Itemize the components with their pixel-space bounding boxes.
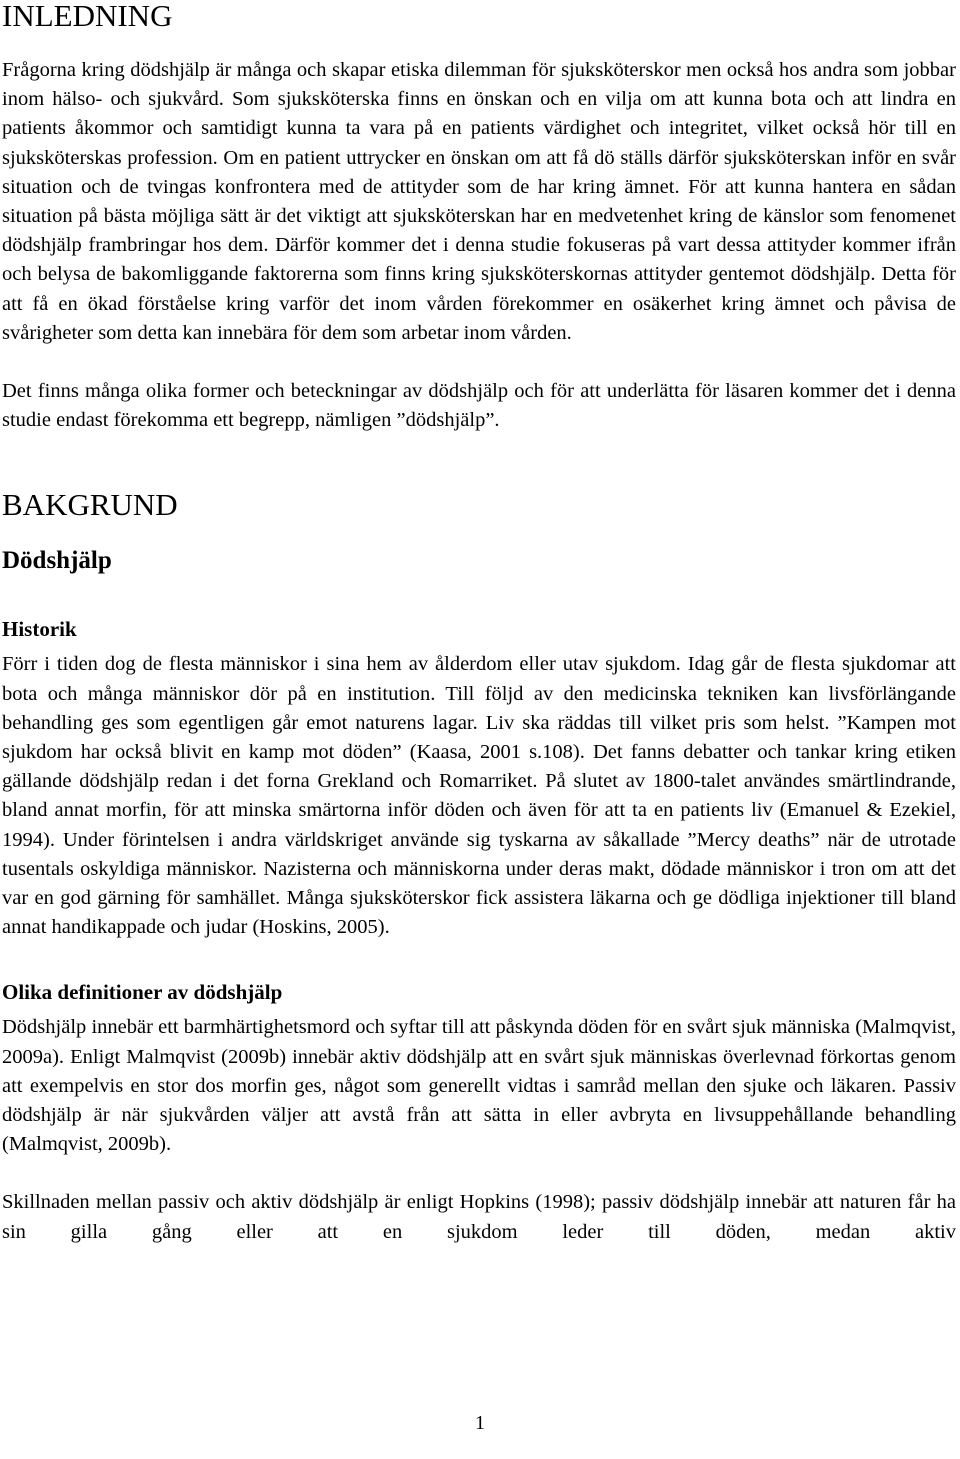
heading-historik: Historik bbox=[2, 617, 77, 642]
definitioner-paragraph-1: Dödshjälp innebär ett barmhärtighetsmord och syftar till att påskynda döden för en svårt sjuk människa (Malmqvist, 2009a). Enligt Malmqvist (2009b) innebär aktiv dödshjälp att en svårt sjuk människas överlevnad förkortas genom att exempelvis en stor dos morfin ges, något som generellt vidtas i samråd mellan den sjuke och läkaren. Passiv dödshjälp är när sjukvården väljer att avstå från att sätta in eller avbryta en livsuppehållande behandling (Malmqvist, 2009b). bbox=[2, 1016, 956, 1156]
definitioner-paragraph-2: Skillnaden mellan passiv och aktiv dödshjälp är enligt Hopkins (1998); passiv dödshjälp innebär att naturen får ha sin gilla gång eller att en sjukdom leder till döden, medan aktiv bbox=[2, 1191, 956, 1243]
page-number: 1 bbox=[475, 1412, 485, 1434]
heading-bakgrund: BAKGRUND bbox=[2, 487, 178, 523]
inledning-paragraph-2: Det finns många olika former och beteckningar av dödshjälp och för att underlätta för läsaren kommer det i denna studie endast förekomma ett begrepp, nämligen ”dödshjälp”. bbox=[2, 380, 956, 432]
heading-inledning: INLEDNING bbox=[2, 0, 173, 33]
inledning-paragraph-1: Frågorna kring dödshjälp är många och skapar etiska dilemman för sjuksköterskor men också hos andra som jobbar inom hälso- och sjukvård. Som sjuksköterska finns en önskan och en vilja om att kunna bota och att lindra en patients åkommor och samtidigt kunna ta vara på en patients värdighet och integritet, vilket också hör till en sjuksköterskas profession. Om en patient uttrycker en önskan om att få dö ställs därför sjuksköterskan inför en svår situation och de tvingas konfrontera med de attityder som de har kring ämnet. För att kunna hantera en sådan situation på bästa möjliga sätt är det viktigt att sjuksköterskan har en medvetenhet kring de känslor som fenomenet dödshjälp frambringar hos dem. Därför kommer det i denna studie fokuseras på vart dessa attityder kommer ifrån och belysa de bakomliggande faktorerna som finns kring sjuksköterskornas attityder gentemot dödshjälp. Detta för att få en ökad förståelse kring varför det inom vården förekommer en osäkerhet kring ämnet och påvisa de svårigheter som detta kan innebära för dem som arbetar inom vården. bbox=[2, 59, 956, 344]
heading-definitioner: Olika definitioner av dödshjälp bbox=[2, 980, 283, 1005]
heading-dodshjalp: Dödshjälp bbox=[2, 547, 112, 575]
document-page bbox=[2, 0, 956, 1247]
historik-paragraph: Förr i tiden dog de flesta människor i sina hem av ålderdom eller utav sjukdom. Idag går de flesta sjukdomar att bota och många människor dör på en institution. Till följd av den medicinska tekniken kan livsförlängande behandling ges som egentligen går emot naturens lagar. Liv ska räddas till vilket pris som helst. ”Kampen mot sjukdom har också blivit en kamp mot döden” (Kaasa, 2001 s.108). Det fanns debatter och tankar kring etiken gällande dödshjälp redan i det forna Grekland och Romarriket. På slutet av 1800-talet användes smärtlindrande, bland annat morfin, för att minska smärtorna inför döden och även för att ta en patients liv (Emanuel & Ezekiel, 1994). Under förintelsen i andra världskriget använde sig tyskarna av såkallade ”Mercy deaths” när de utrotade tusentals oskyldiga människor. Nazisterna och människorna under deras makt, dödade människor i tron om att det var en god gärning för samhället. Många sjuksköterskor fick assistera läkarna och ge dödliga injektioner till bland annat handikappade och judar (Hoskins, 2005). bbox=[2, 653, 956, 939]
